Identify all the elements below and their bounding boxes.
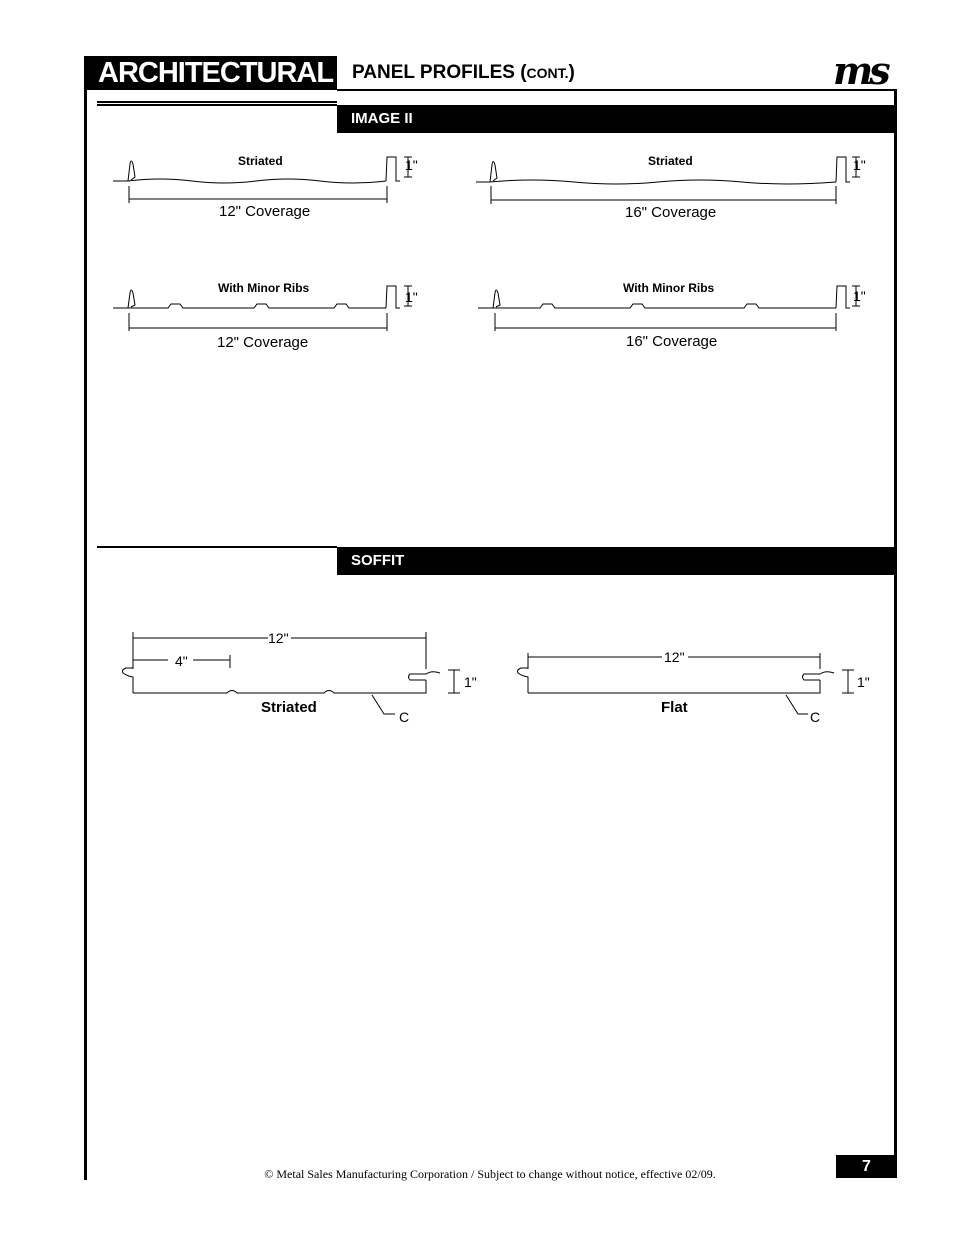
soffit-rule <box>97 546 337 548</box>
profile-label: Striated <box>261 699 317 716</box>
height-dimension: 1" <box>405 157 418 173</box>
page-number: 7 <box>836 1155 897 1178</box>
svg-text:ms: ms <box>833 54 887 90</box>
footer-copyright: © Metal Sales Manufacturing Corporation / Subject to change without notice, effective 02/09. <box>264 1167 716 1181</box>
profile-label: Flat <box>661 699 688 716</box>
coverage-label: 16" Coverage <box>626 333 718 350</box>
width-dimension: 12" <box>664 649 685 665</box>
coverage-label: 16" Coverage <box>625 204 717 221</box>
spacing-dimension: 4" <box>175 653 188 669</box>
coverage-label: 12" Coverage <box>217 334 309 351</box>
soffit-heading: SOFFIT <box>337 547 897 575</box>
height-dimension: 1" <box>853 288 866 304</box>
coverage-label: 12" Coverage <box>219 203 311 220</box>
profile-label: Striated <box>238 154 283 168</box>
page-title-main: PANEL PROFILES ( <box>352 62 527 83</box>
profile-label: With Minor Ribs <box>623 281 715 295</box>
callout-label: C <box>810 709 821 725</box>
callout-label: C <box>399 709 410 725</box>
profile-label: Striated <box>648 154 693 168</box>
profile-label: With Minor Ribs <box>218 281 310 295</box>
height-dimension: 1" <box>405 289 418 305</box>
section-name-banner: ARCHITECTURAL <box>84 56 337 90</box>
page-title-close: ) <box>568 62 575 83</box>
height-dimension: 1" <box>853 157 866 173</box>
page-title-cont: CONT. <box>526 65 569 81</box>
image-ii-heading: IMAGE II <box>337 105 897 133</box>
height-dimension: 1" <box>464 674 477 690</box>
height-dimension: 1" <box>857 674 870 690</box>
width-dimension: 12" <box>268 630 289 646</box>
